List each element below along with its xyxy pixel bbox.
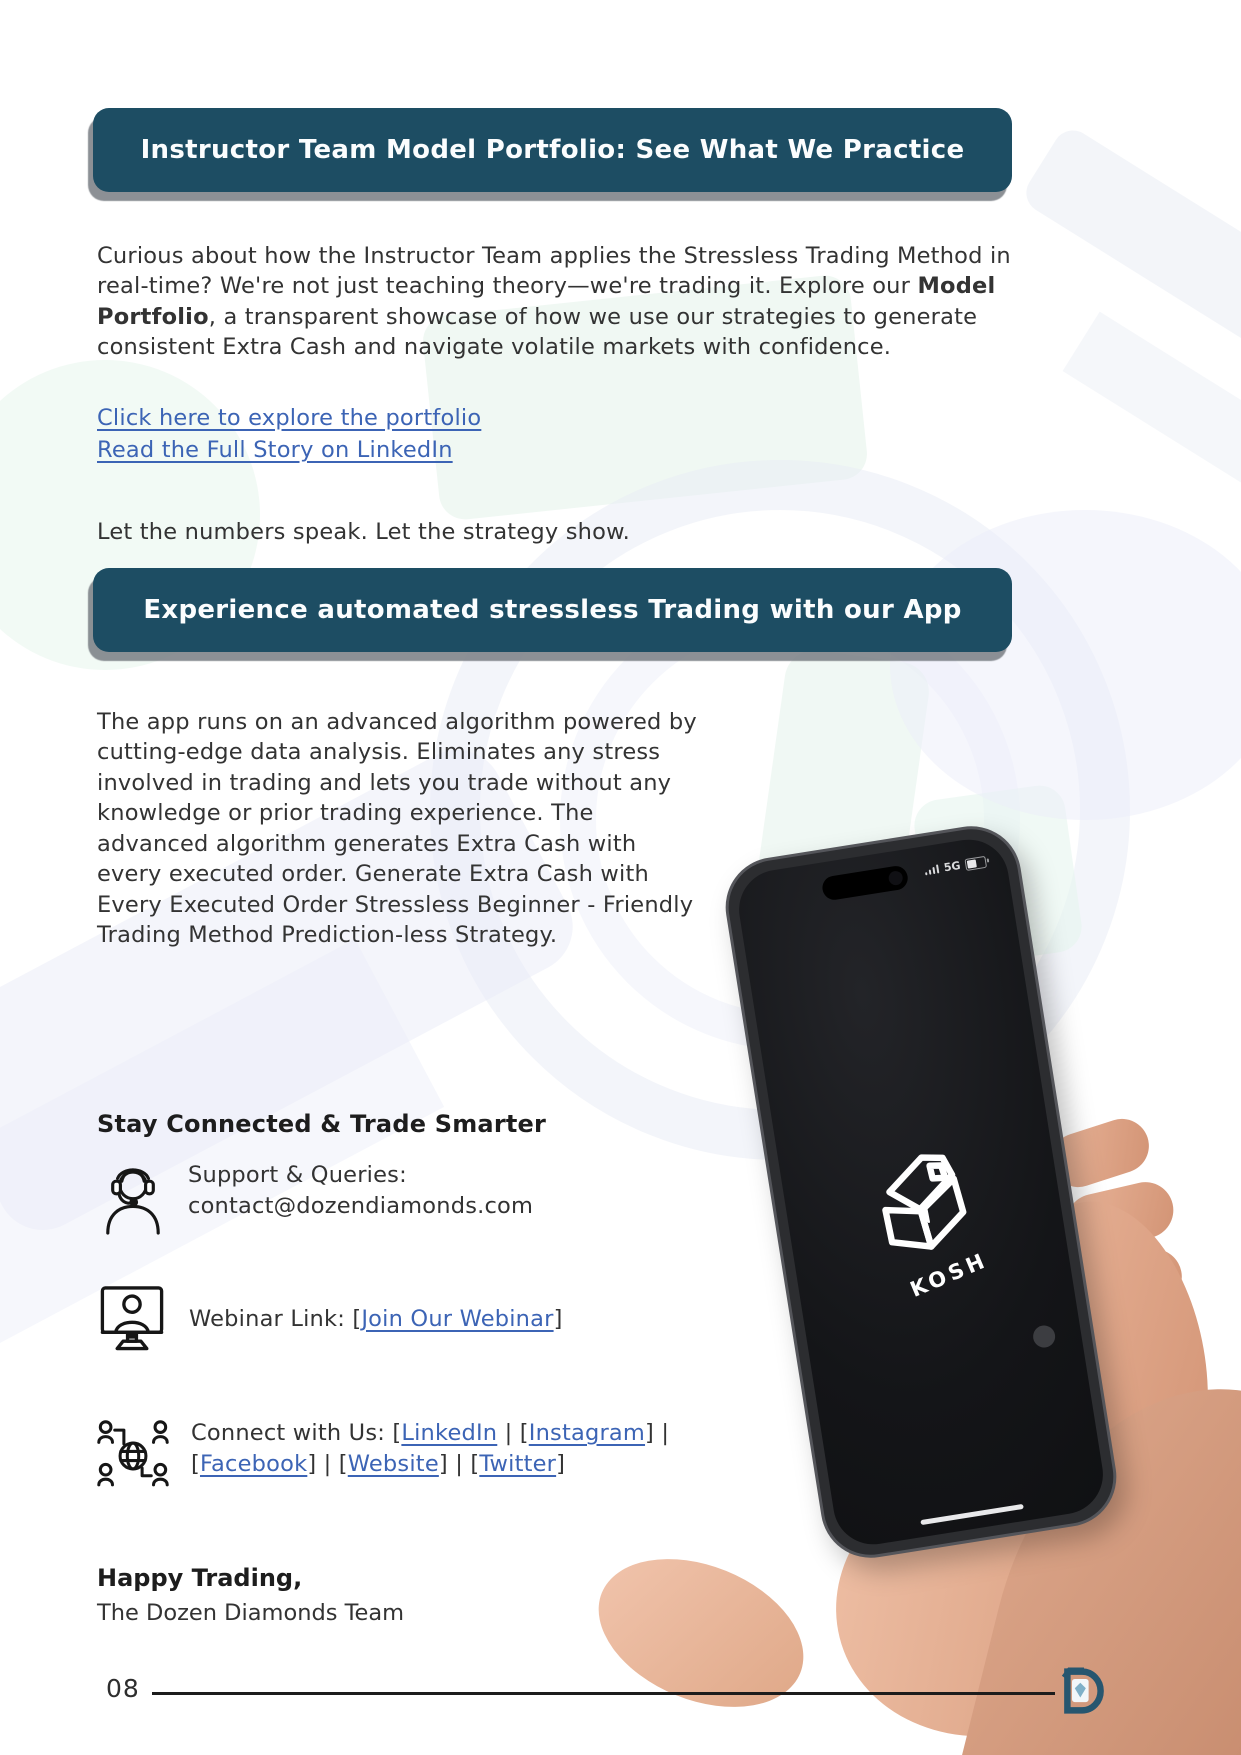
app-paragraph: The app runs on an advanced algorithm powered by cutting-edge data analysis. Eliminates any stress involved in trading and lets you trade without any knowledge or prior trading experience. The advanced algorithm generates Extra Cash with every executed order. Generate Extra Cash with Every Executed Order Stressless Beginner - Friendly Trading Method Prediction-less Strategy. (97, 708, 697, 948)
website-link[interactable]: Website (347, 1451, 439, 1477)
facebook-link[interactable]: Facebook (199, 1451, 308, 1477)
connect-sep: ] | [ (191, 1420, 670, 1477)
stay-connected-heading: Stay Connected & Trade Smarter (97, 1110, 547, 1138)
connect-sep: ] | [ (307, 1451, 348, 1477)
front-camera-icon (888, 870, 904, 886)
support-headset-icon (98, 1160, 168, 1236)
linkedin-link[interactable]: LinkedIn (401, 1420, 498, 1446)
support-text (188, 1160, 533, 1222)
page-number: 08 (106, 1674, 140, 1703)
webinar-suffix: ] (553, 1305, 563, 1332)
dozen-diamonds-logo (1060, 1666, 1108, 1716)
battery-icon (964, 855, 987, 870)
intro-paragraph (97, 241, 1012, 363)
camera-notch (821, 864, 910, 901)
model-portfolio-banner-title: Instructor Team Model Portfolio: See What We Practice (140, 135, 965, 165)
signature-line1: Happy Trading, (97, 1564, 303, 1592)
portfolio-links (97, 403, 481, 466)
webinar-row (95, 1282, 563, 1356)
phone-status-bar (924, 855, 987, 878)
intro-text-2: , a transparent showcase of how we use our strategies to generate consistent Extra Cash and navigate volatile markets with confidence. (97, 303, 978, 360)
tagline-text: Let the numbers speak. Let the strategy show. (97, 518, 630, 545)
join-webinar-link[interactable]: Join Our Webinar (361, 1305, 554, 1332)
instagram-link[interactable]: Instagram (528, 1420, 646, 1446)
signature-line2: The Dozen Diamonds Team (97, 1600, 405, 1626)
connect-sep: ] | [ (438, 1451, 480, 1477)
screen-dot (1032, 1324, 1057, 1349)
intro-bold-model-portfolio: Model Portfolio (97, 273, 996, 330)
explore-portfolio-link[interactable]: Click here to explore the portfolio (97, 405, 482, 431)
kosh-logo (842, 1129, 1008, 1310)
footer-rule (152, 1692, 1055, 1695)
signal-icon (924, 864, 940, 875)
webinar-monitor-icon (95, 1282, 169, 1356)
connect-row (95, 1418, 791, 1494)
home-indicator (920, 1504, 1024, 1525)
connect-suffix: ] (556, 1451, 566, 1477)
support-email: contact@dozendiamonds.com (188, 1193, 534, 1219)
webinar-text (189, 1304, 563, 1335)
support-row (98, 1160, 533, 1236)
connect-network-icon (95, 1418, 171, 1494)
connect-text (191, 1418, 791, 1480)
connect-sep: | [ (497, 1420, 529, 1446)
intro-text-1: Curious about how the Instructor Team applies the Stressless Trading Method in real-time? We're not just teaching theory—we're trading it. Explore our (97, 242, 1011, 299)
twitter-link[interactable]: Twitter (479, 1451, 557, 1477)
network-label: 5G (942, 858, 962, 875)
linkedin-story-link[interactable]: Read the Full Story on LinkedIn (97, 437, 453, 463)
kosh-label: KOSH (906, 1248, 992, 1303)
signature-block (97, 1564, 404, 1626)
app-banner-title: Experience automated stressless Trading with our App (143, 595, 962, 625)
support-label: Support & Queries: (188, 1162, 407, 1188)
webinar-prefix: Webinar Link: [ (189, 1305, 362, 1332)
app-banner (93, 568, 1012, 652)
connect-prefix: Connect with Us: [ (191, 1420, 402, 1446)
model-portfolio-banner (93, 108, 1012, 192)
